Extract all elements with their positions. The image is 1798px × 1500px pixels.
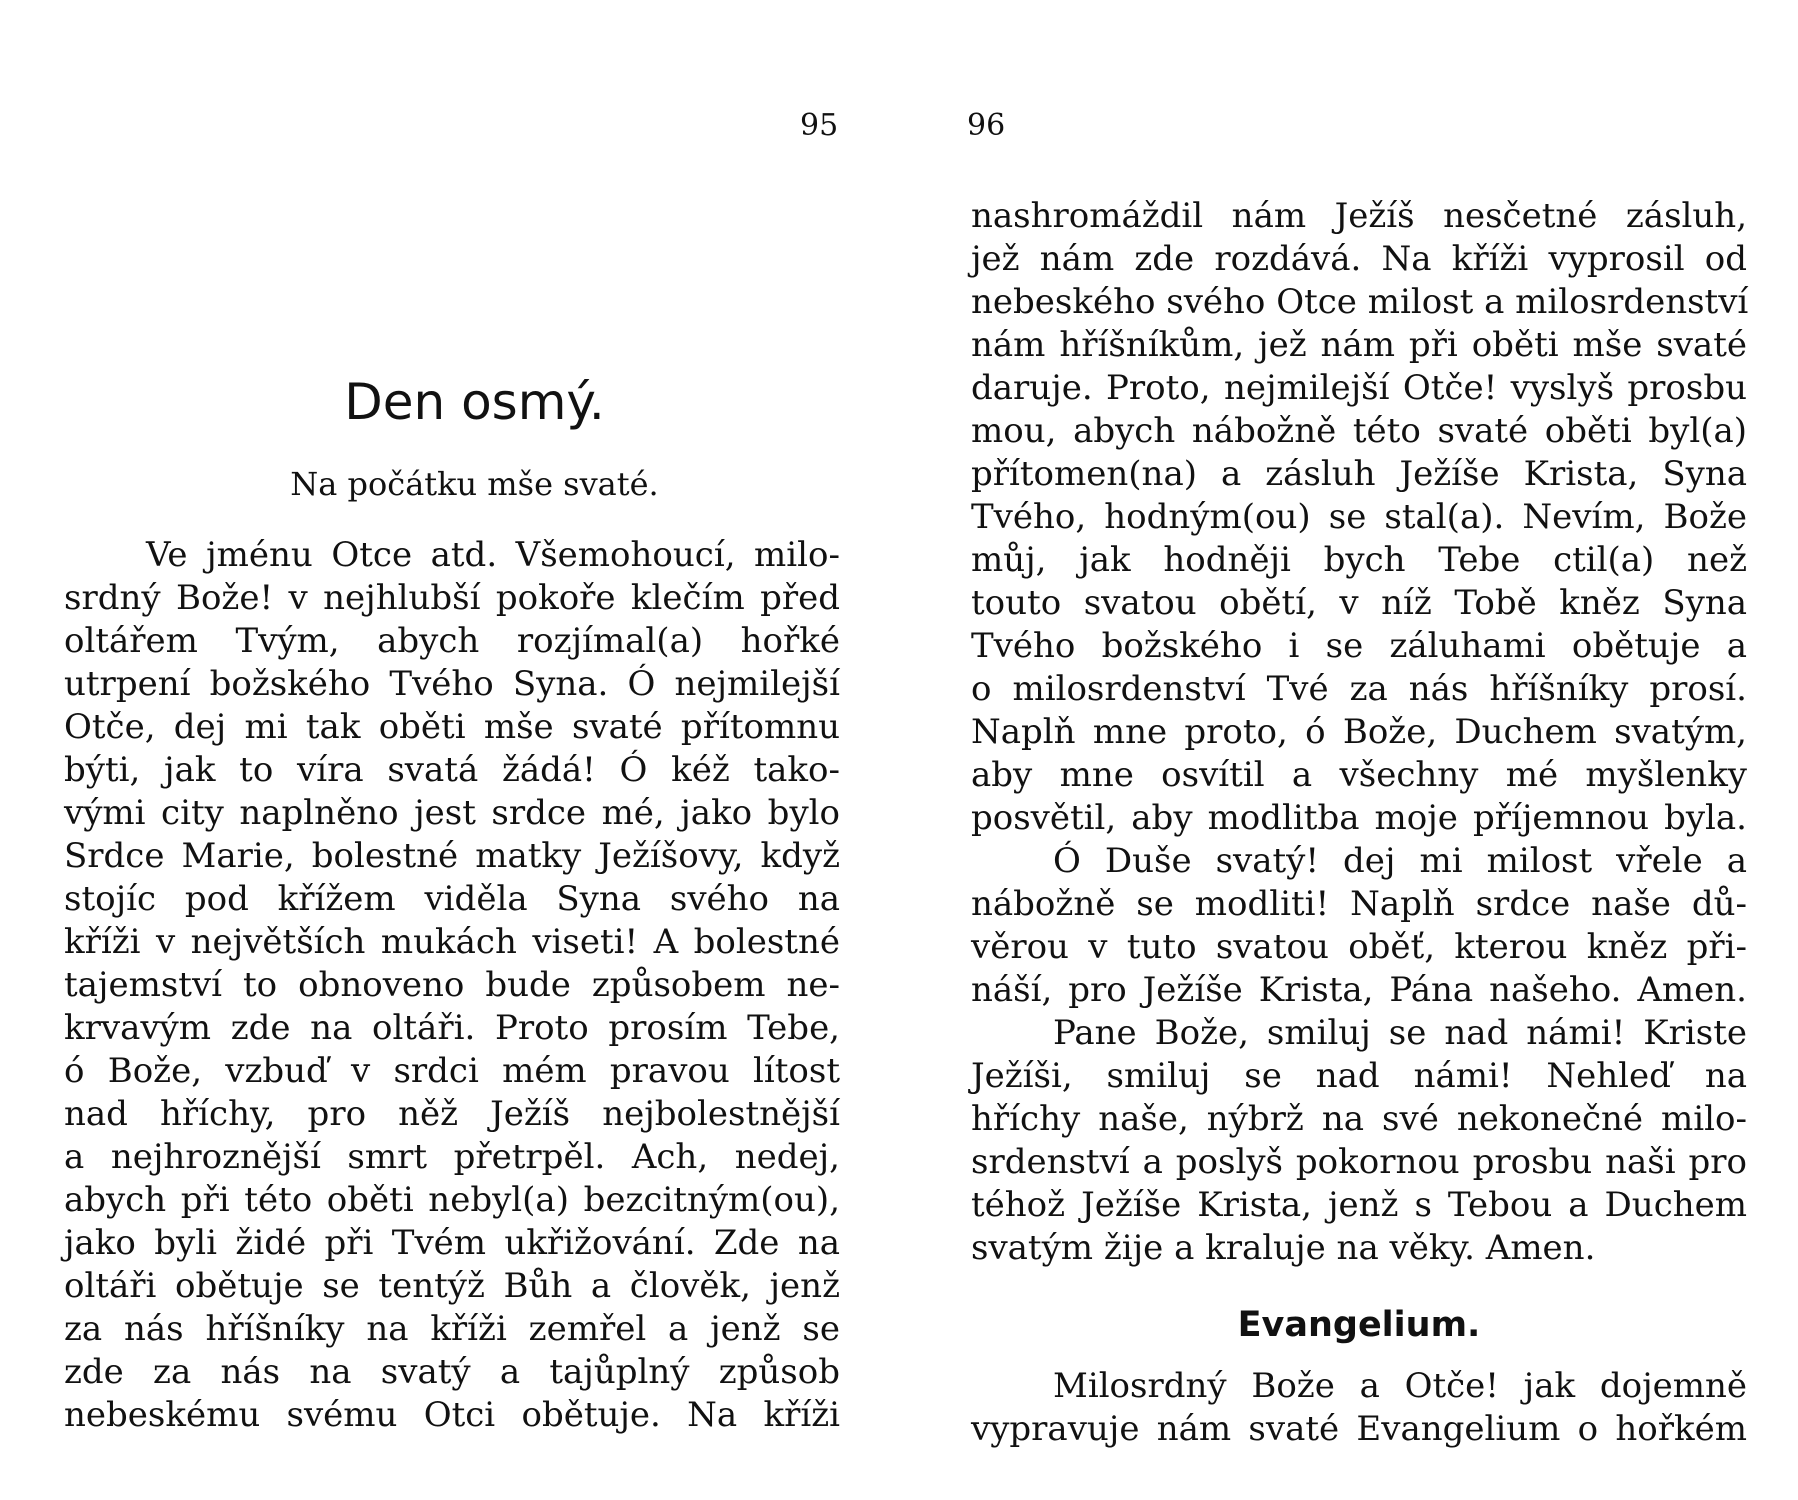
text-line: vypravuje nám svaté Evangelium o hořkém [971, 1409, 1747, 1449]
text-line: utrpení božského Tvého Syna. Ó nejmilejší [64, 664, 840, 704]
text-line: jež nám zde rozdává. Na kříži vyprosil od [971, 239, 1747, 279]
text-line: Tvého, hodným(ou) se stal(a). Nevím, Bože [971, 497, 1747, 537]
text-line: Pane Bože, smiluj se nad námi! Kriste [1053, 1013, 1747, 1053]
text-line: a nejhroznější smrt přetrpěl. Ach, nedej, [64, 1137, 840, 1177]
text-line: oltáři obětuje se tentýž Bůh a člověk, jenž [64, 1266, 840, 1306]
left-body-text [64, 534, 840, 1437]
text-line: ó Bože, vzbuď v srdci mém pravou lítost [64, 1051, 840, 1091]
text-line: Ve jménu Otce atd. Všemohoucí, milo- [146, 535, 840, 575]
text-line: můj, jak hodněji bych Tebe ctil(a) než [971, 540, 1747, 580]
text-line: krvavým zde na oltáři. Proto prosím Tebe, [64, 1008, 840, 1048]
text-line: jako byli židé při Tvém ukřižování. Zde na [64, 1223, 840, 1263]
text-line: Srdce Marie, bolestné matky Ježíšovy, když [64, 836, 840, 876]
text-line: Ó Duše svatý! dej mi milost vřele a [1053, 841, 1747, 881]
right-page [899, 0, 1798, 1500]
text-line: nábožně se modliti! Naplň srdce naše dů- [971, 884, 1747, 924]
text-line: býti, jak to víra svatá žádá! Ó kéž tako- [64, 750, 840, 790]
text-line: Naplň mne proto, ó Bože, Duchem svatým, [971, 712, 1747, 752]
text-line: věrou v tuto svatou oběť, kterou kněz při- [971, 927, 1747, 967]
text-line: touto svatou obětí, v níž Tobě kněz Syna [971, 583, 1747, 623]
text-line: daruje. Proto, nejmilejší Otče! vyslyš prosbu [971, 368, 1747, 408]
text-line: aby mne osvítil a všechny mé myšlenky [971, 755, 1747, 795]
text-line: Otče, dej mi tak oběti mše svaté přítomnu [64, 707, 840, 747]
text-line: kříži v největších mukách viseti! A bolestné [64, 922, 840, 962]
text-line: stojíc pod křížem viděla Syna svého na [64, 879, 840, 919]
text-line: nebeskému svému Otci obětuje. Na kříži [64, 1395, 840, 1435]
text-line: hříchy naše, nýbrž na své nekonečné milo- [971, 1099, 1747, 1139]
text-line: posvětil, aby modlitba moje příjemnou byla. [971, 798, 1747, 838]
text-line: nad hříchy, pro něž Ježíš nejbolestnější [64, 1094, 840, 1134]
text-line: vými city naplněno jest srdce mé, jako bylo [64, 793, 840, 833]
text-line: o milosrdenství Tvé za nás hříšníky prosí. [971, 669, 1747, 709]
text-line: Milosrdný Bože a Otče! jak dojemně [1053, 1366, 1747, 1406]
text-line: nebeského svého Otce milost a milosrdenství [971, 282, 1749, 322]
text-line: nám hříšníkům, jež nám při oběti mše svaté [971, 325, 1747, 365]
right-body-text [971, 195, 1747, 1270]
text-line: abych při této oběti nebyl(a) bezcitným(ou), [64, 1180, 840, 1220]
day-title: Den osmý. [344, 373, 605, 431]
text-line: Tvého božského i se záluhami obětuje a [971, 626, 1747, 666]
evangelium-text [971, 1365, 1747, 1451]
text-line: zde za nás na svatý a tajůplný způsob [64, 1352, 840, 1392]
text-line: za nás hříšníky na kříži zemřel a jenž se [64, 1309, 840, 1349]
text-line: náší, pro Ježíše Krista, Pána našeho. Amen. [971, 970, 1747, 1010]
text-line: oltářem Tvým, abych rozjímal(a) hořké [64, 621, 840, 661]
text-line: Ježíši, smiluj se nad námi! Nehleď na [971, 1056, 1747, 1096]
text-line: tajemství to obnoveno bude způsobem ne- [64, 965, 840, 1005]
text-line: přítomen(na) a zásluh Ježíše Krista, Syna [971, 454, 1747, 494]
text-line: svatým žije a kraluje na věky. Amen. [971, 1228, 1596, 1268]
text-line: nashromáždil nám Ježíš nesčetné zásluh, [971, 196, 1747, 236]
evangelium-title: Evangelium. [1237, 1305, 1481, 1345]
text-line: mou, abych nábožně této svaté oběti byl(a) [971, 411, 1747, 451]
page-number-right: 96 [967, 108, 1006, 143]
section-title: Na počátku mše svaté. [290, 465, 659, 503]
text-line: srdný Bože! v nejhlubší pokoře klečím před [64, 578, 840, 618]
text-line: téhož Ježíše Krista, jenž s Tebou a Duchem [971, 1185, 1747, 1225]
page-number-left: 95 [800, 108, 839, 143]
text-line: srdenství a poslyš pokornou prosbu naši pro [971, 1142, 1747, 1182]
